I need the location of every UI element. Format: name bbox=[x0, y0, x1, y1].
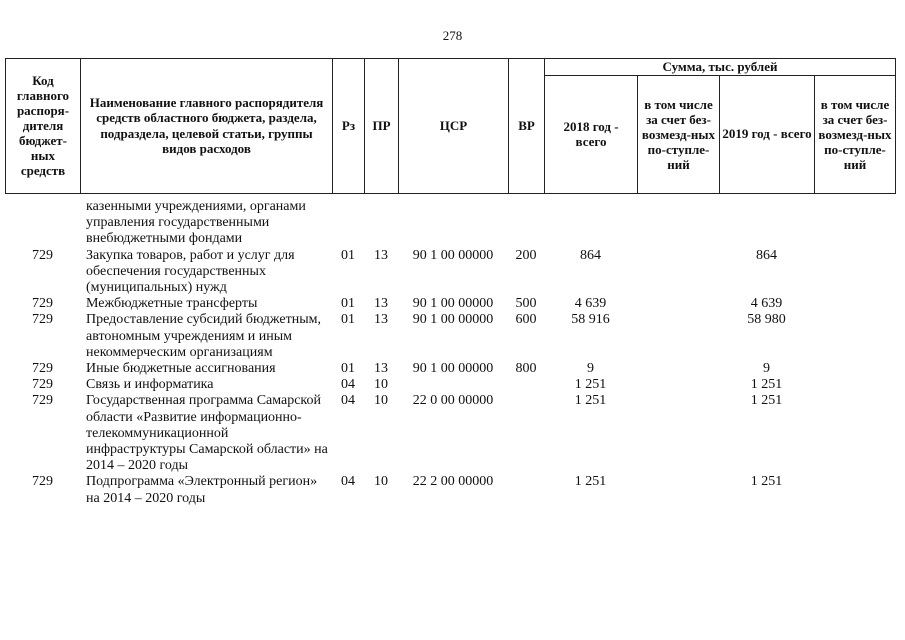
row-2019-total: 9 bbox=[763, 361, 770, 377]
row-2019-total: 864 bbox=[756, 247, 777, 263]
row-2018-grant bbox=[637, 377, 719, 393]
row-2018-total: 1 251 bbox=[574, 474, 607, 490]
row-csr: 22 0 00 00000 bbox=[412, 393, 494, 409]
row-2019-total: 4 639 bbox=[750, 296, 783, 312]
row-2019-grant bbox=[814, 248, 895, 297]
table-header bbox=[5, 58, 896, 194]
row-code: 729 bbox=[32, 377, 53, 393]
header-2019-grant: в том числе за счет без-возмезд-ных по-ступле-ний bbox=[815, 75, 896, 193]
row-pr: 13 bbox=[374, 361, 388, 377]
table-row bbox=[5, 248, 895, 297]
row-rz: 01 bbox=[341, 296, 355, 312]
row-csr bbox=[398, 199, 508, 248]
table-body bbox=[5, 199, 895, 507]
header-code: Код главного распоря-дителя бюджет-ных средств bbox=[6, 59, 81, 194]
row-csr: 90 1 00 00000 bbox=[412, 296, 494, 312]
row-rz: 01 bbox=[341, 312, 355, 328]
row-vr: 600 bbox=[515, 312, 537, 328]
row-rz: 01 bbox=[341, 247, 355, 263]
row-2018-total: 1 251 bbox=[574, 393, 607, 409]
row-2019-total bbox=[719, 199, 814, 248]
row-2018-total: 58 916 bbox=[571, 312, 610, 328]
row-code: 729 bbox=[32, 474, 53, 490]
row-vr: 500 bbox=[515, 296, 537, 312]
row-code: 729 bbox=[32, 247, 53, 263]
row-vr bbox=[508, 474, 544, 506]
row-2018-grant bbox=[637, 248, 719, 297]
row-2019-grant bbox=[814, 377, 895, 393]
row-vr bbox=[508, 377, 544, 393]
row-2019-total: 1 251 bbox=[750, 474, 783, 490]
header-csr: ЦСР bbox=[399, 59, 509, 194]
row-2019-grant bbox=[814, 474, 895, 506]
header-vr: ВР bbox=[509, 59, 545, 194]
row-2018-grant bbox=[637, 474, 719, 506]
header-2018-total: 2018 год - всего bbox=[545, 75, 638, 193]
row-rz: 04 bbox=[341, 474, 355, 490]
row-name: Закупка товаров, работ и услуг для обеспечения государственных (муниципальных) нужд bbox=[86, 247, 295, 296]
row-name: Предоставление субсидий бюджетным, автономным учреждениям и иным некоммерческим организациям bbox=[86, 312, 322, 360]
row-2019-total: 58 980 bbox=[747, 312, 786, 328]
row-2019-grant bbox=[814, 296, 895, 312]
table-row bbox=[5, 377, 895, 393]
header-2019-total: 2019 год - всего bbox=[720, 75, 815, 193]
row-csr: 90 1 00 00000 bbox=[412, 361, 494, 377]
table-row bbox=[5, 199, 895, 248]
table-row bbox=[5, 312, 895, 361]
row-csr bbox=[398, 377, 508, 393]
row-2018-total: 864 bbox=[580, 247, 601, 263]
row-vr: 800 bbox=[515, 361, 537, 377]
row-pr: 10 bbox=[374, 393, 388, 409]
row-code: 729 bbox=[32, 361, 53, 377]
header-rz: Рз bbox=[333, 59, 365, 194]
row-2018-grant bbox=[637, 361, 719, 377]
table-row bbox=[5, 474, 895, 506]
row-name: Межбюджетные трансферты bbox=[86, 296, 258, 312]
row-code bbox=[5, 199, 80, 248]
row-csr: 22 2 00 00000 bbox=[412, 474, 494, 490]
row-pr: 13 bbox=[374, 312, 388, 328]
table-row bbox=[5, 296, 895, 312]
row-pr: 13 bbox=[374, 296, 388, 312]
row-name: Иные бюджетные ассигнования bbox=[86, 361, 276, 377]
row-2018-total bbox=[544, 199, 637, 248]
row-rz: 01 bbox=[341, 361, 355, 377]
row-2019-total: 1 251 bbox=[750, 377, 783, 393]
row-2019-total: 1 251 bbox=[750, 393, 783, 409]
row-pr: 10 bbox=[374, 377, 388, 393]
row-vr: 200 bbox=[515, 247, 537, 263]
row-2018-grant bbox=[637, 296, 719, 312]
row-name: Подпрограмма «Электронный регион» на 2014 – 2020 годы bbox=[86, 474, 318, 506]
row-vr bbox=[508, 393, 544, 474]
page-number: 278 bbox=[442, 28, 463, 43]
header-name: Наименование главного распорядителя средств областного бюджета, раздела, подраздела, целевой статьи, группы видов расходов bbox=[81, 59, 333, 194]
row-code: 729 bbox=[32, 312, 53, 328]
row-name: Государственная программа Самарской области «Развитие информационно-телекоммуникационной инфраструктуры Самарской области» на 2014 – 2020 годы bbox=[86, 393, 328, 474]
row-pr bbox=[364, 199, 398, 248]
row-rz: 04 bbox=[341, 393, 355, 409]
header-sum-title: Сумма, тыс. рублей bbox=[545, 59, 896, 76]
row-vr bbox=[508, 199, 544, 248]
table-row bbox=[5, 393, 895, 474]
header-pr: ПР bbox=[365, 59, 399, 194]
row-2018-grant bbox=[637, 312, 719, 361]
row-2019-grant bbox=[814, 199, 895, 248]
row-2018-grant bbox=[637, 199, 719, 248]
row-2019-grant bbox=[814, 361, 895, 377]
row-rz: 04 bbox=[341, 377, 355, 393]
row-2018-total: 1 251 bbox=[574, 377, 607, 393]
row-code: 729 bbox=[32, 393, 53, 409]
table-row bbox=[5, 361, 895, 377]
row-rz bbox=[332, 199, 364, 248]
row-2018-grant bbox=[637, 393, 719, 474]
row-2019-grant bbox=[814, 393, 895, 474]
header-2018-grant: в том числе за счет без-возмезд-ных по-ступле-ний bbox=[638, 75, 720, 193]
row-pr: 13 bbox=[374, 247, 388, 263]
row-csr: 90 1 00 00000 bbox=[412, 247, 494, 263]
row-2018-total: 9 bbox=[587, 361, 594, 377]
row-name: Связь и информатика bbox=[86, 377, 214, 393]
row-name: казенными учреждениями, органами управления государственными внебюджетными фондами bbox=[86, 199, 306, 247]
row-code: 729 bbox=[32, 296, 53, 312]
row-pr: 10 bbox=[374, 474, 388, 490]
row-2018-total: 4 639 bbox=[574, 296, 607, 312]
row-csr: 90 1 00 00000 bbox=[412, 312, 494, 328]
row-2019-grant bbox=[814, 312, 895, 361]
